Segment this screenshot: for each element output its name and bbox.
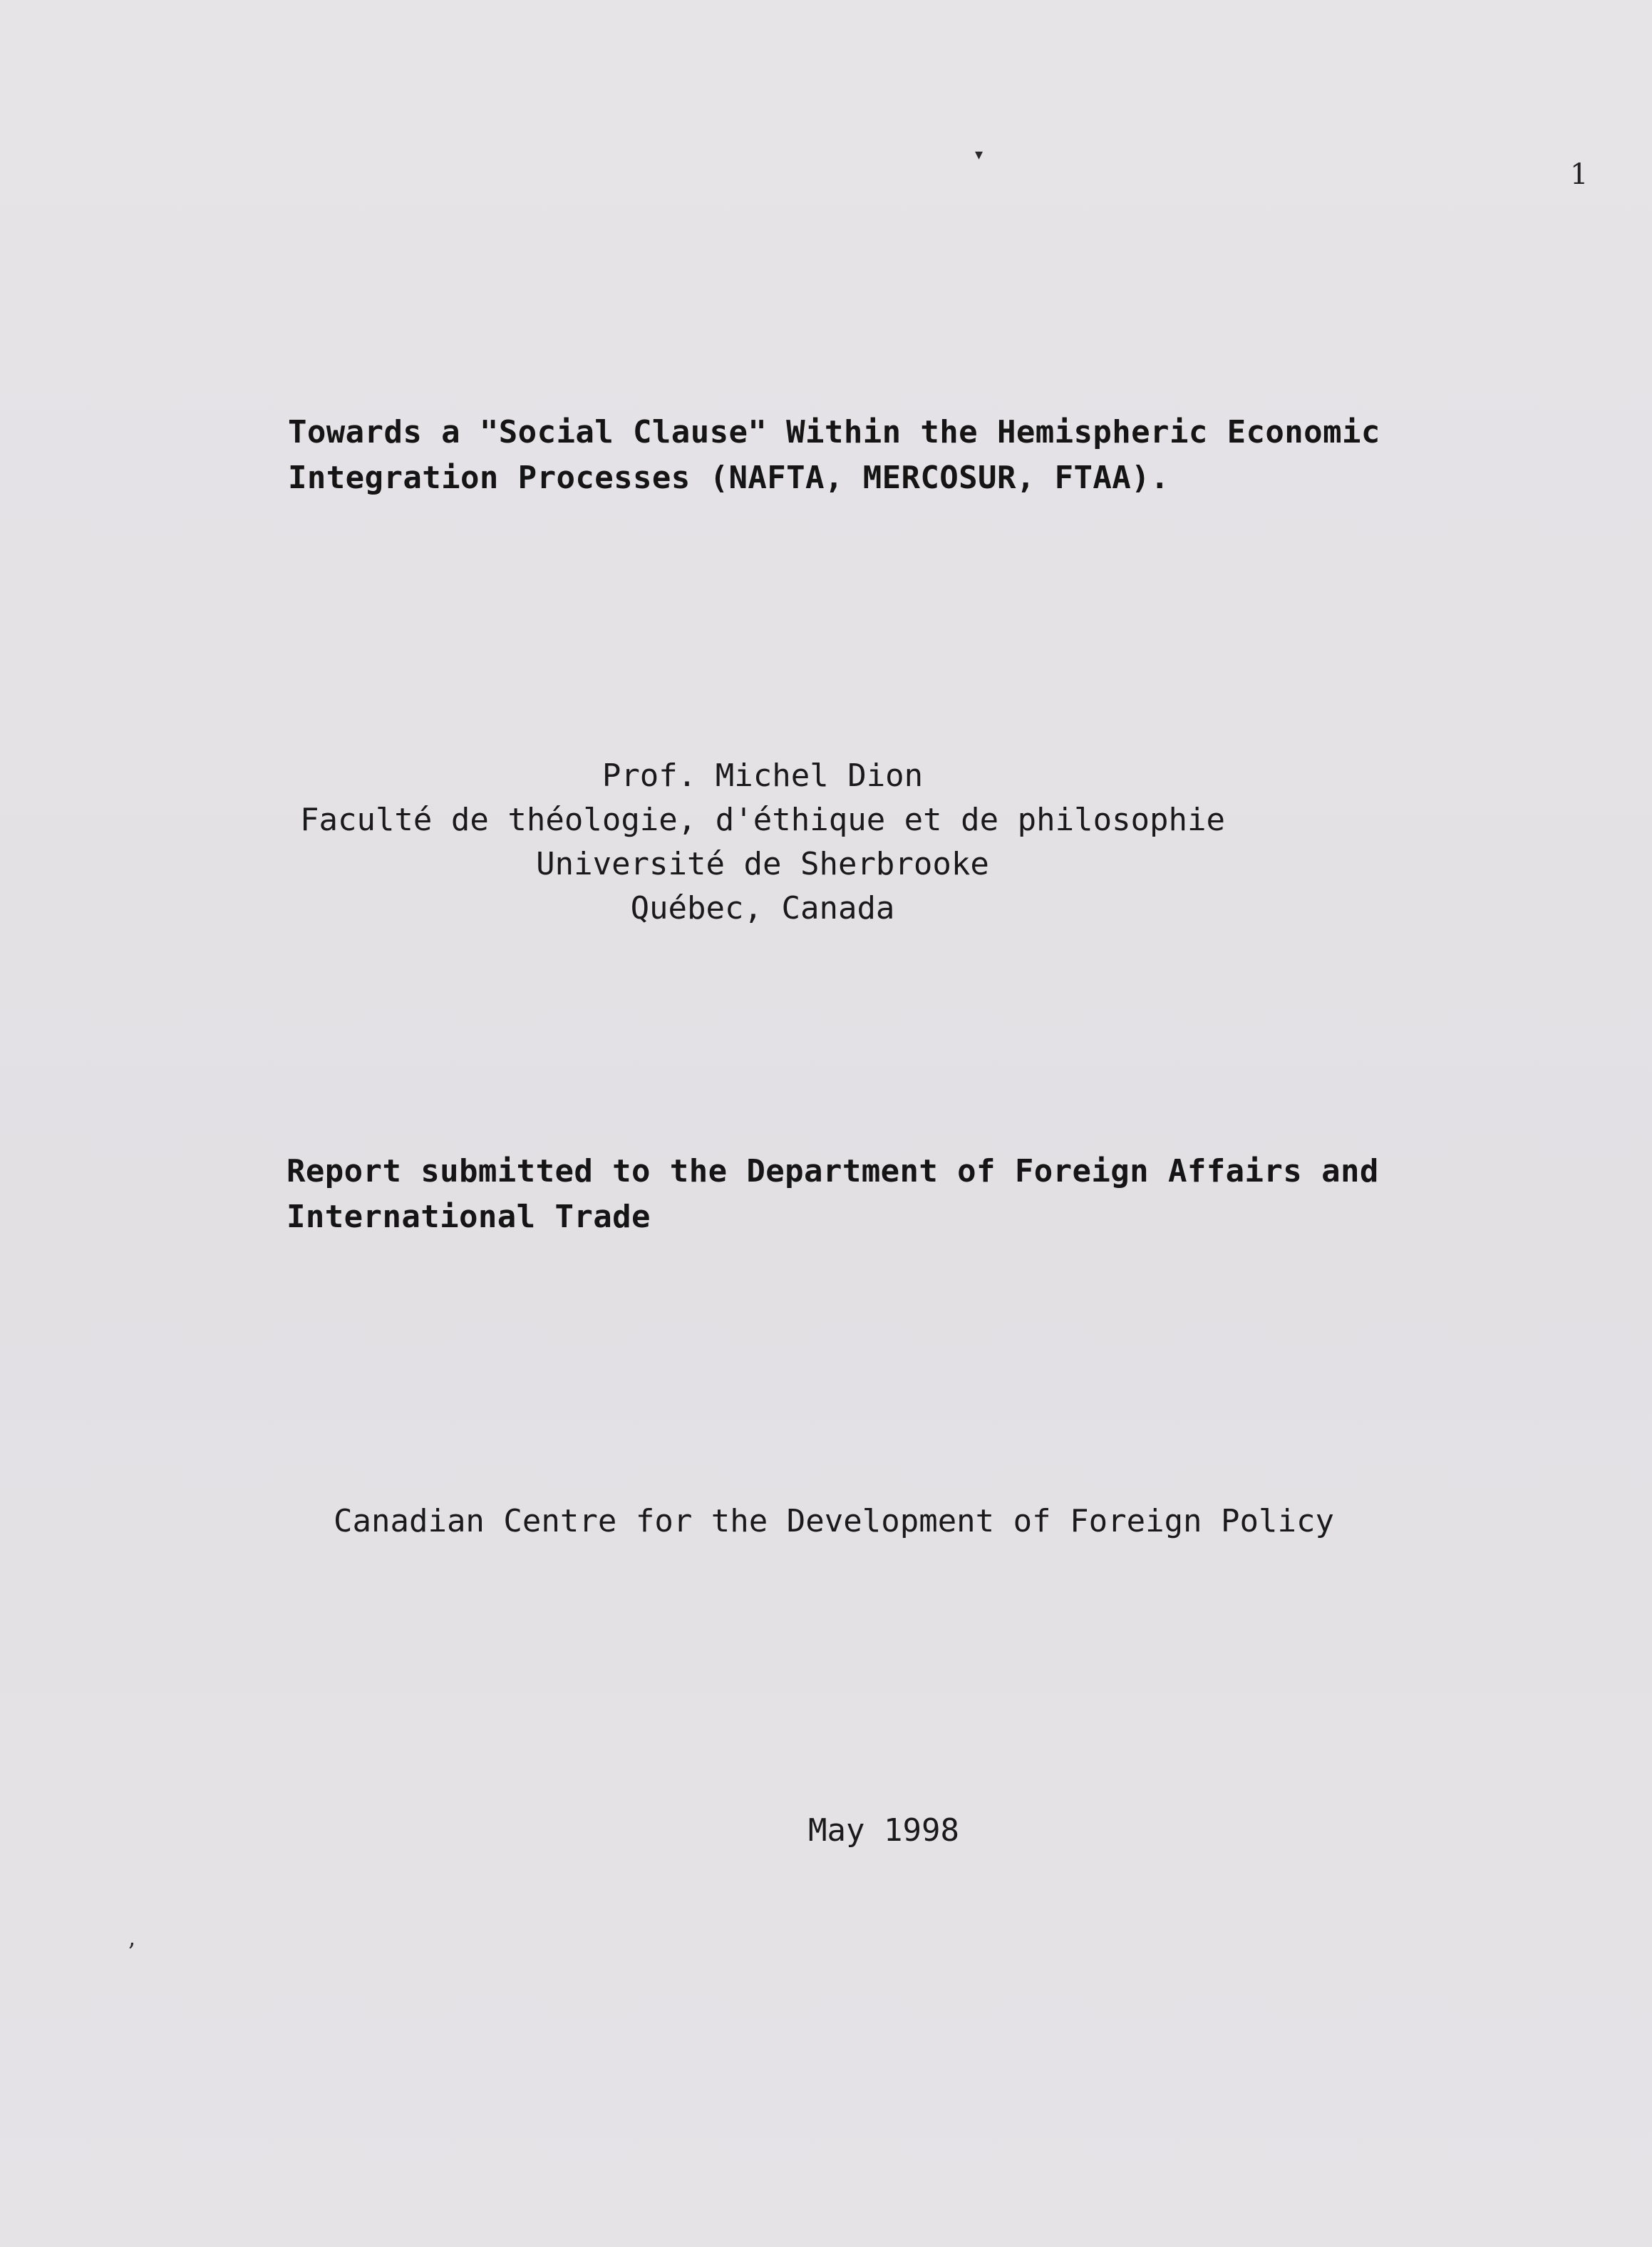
publisher-name: Canadian Centre for the Development of Foreign Policy — [334, 1503, 1334, 1539]
document-title — [288, 410, 1628, 501]
title-line-2: Integration Processes (NAFTA, MERCOSUR, FTAA). — [288, 460, 1170, 496]
author-location: Québec, Canada — [630, 890, 895, 926]
report-line-2: International Trade — [286, 1199, 651, 1235]
publication-date: May 1998 — [808, 1812, 959, 1849]
report-line-1: Report submitted to the Department of Foreign Affairs and — [286, 1153, 1379, 1189]
author-name: Prof. Michel Dion — [602, 758, 924, 794]
author-university: Université de Sherbrooke — [536, 846, 989, 882]
author-block — [214, 754, 1311, 931]
page-number: 1 — [1570, 158, 1589, 191]
report-statement — [286, 1149, 1626, 1240]
stray-mark: ʼ — [127, 1938, 135, 1967]
title-line-1: Towards a "Social Clause" Within the Hemispheric Economic — [288, 414, 1380, 450]
author-faculty: Faculté de théologie, d'éthique et de philosophie — [299, 802, 1226, 838]
stray-mark: ▾ — [975, 146, 984, 164]
